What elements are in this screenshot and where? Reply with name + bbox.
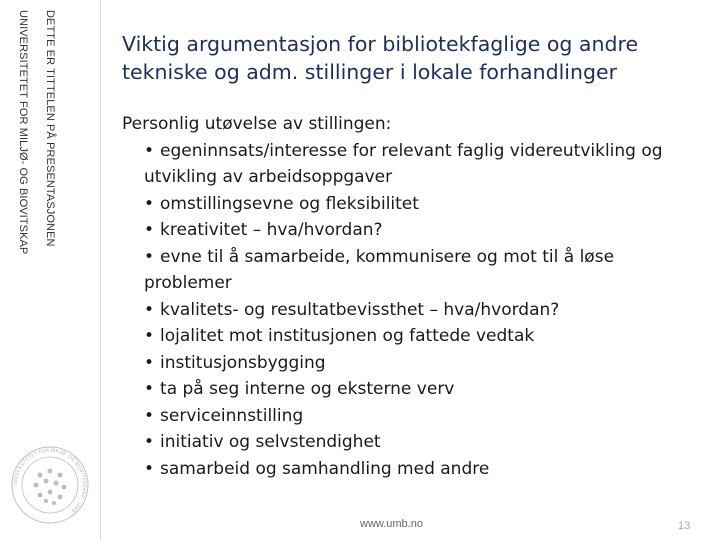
footer-url[interactable]: www.umb.no [360, 518, 423, 530]
bullet-item [144, 376, 692, 403]
bullet-item [144, 429, 692, 456]
bullet-list [122, 138, 692, 483]
bullet-text: egeninnsats/interesse for relevant faglig videreutvikling og utvikling av arbeidsoppgaver [144, 140, 663, 187]
bullet-item [144, 297, 692, 324]
bullet-marker: • [144, 246, 155, 267]
bullet-text: lojalitet mot institusjonen og fattede vedtak [160, 326, 535, 346]
bullet-item [144, 350, 692, 377]
page-number: 13 [678, 520, 691, 532]
bullet-text: samarbeid og samhandling med andre [160, 458, 490, 479]
bullet-item [144, 244, 692, 297]
section-intro: Personlig utøvelse av stillingen: [122, 114, 392, 134]
bullet-item [144, 217, 692, 244]
bullet-marker: • [144, 379, 155, 399]
presentation-title-vertical: DETTE ER TITTELEN PÅ PRESENTASJONEN [44, 10, 56, 247]
bullet-text: omstillingsevne og fleksibilitet [160, 193, 419, 214]
bullet-marker: • [144, 299, 155, 320]
bullet-text: ta på seg interne og eksterne verv [160, 379, 455, 399]
bullet-text: kvalitets- og resultatbevissthet – hva/hvordan? [160, 299, 560, 320]
bullet-item [144, 191, 692, 218]
bullet-text: institusjonsbygging [160, 352, 326, 373]
bullet-marker: • [144, 405, 155, 426]
slide-title [122, 30, 702, 86]
slide-body [122, 111, 692, 482]
bullet-marker: • [144, 458, 155, 479]
svg-text:UNIVERSITETET FOR MILJØ- OG BI: UNIVERSITETET FOR MILJØ- OG BIOVITENSKAP · UMB [12, 447, 88, 514]
umb-logo-icon [10, 445, 90, 525]
slide-header [122, 30, 702, 86]
organization-name-vertical: UNIVERSITETET FOR MILJØ- OG BIOVITSKAP [17, 10, 29, 255]
bullet-marker: • [144, 140, 155, 161]
bullet-item [144, 456, 692, 483]
bullet-text: evne til å samarbeide, kommunisere og mot til å løse problemer [144, 246, 615, 293]
bullet-text: kreativitet – hva/hvordan? [160, 220, 383, 240]
bullet-marker: • [144, 432, 155, 452]
slide-title-line-2: tekniske og adm. stillinger i lokale forhandlinger [122, 60, 618, 84]
bullet-text: serviceinnstilling [160, 405, 304, 426]
bullet-item [144, 138, 692, 191]
bullet-marker: • [144, 193, 155, 214]
bullet-item [144, 403, 692, 430]
sidebar [0, 0, 101, 540]
bullet-marker: • [144, 326, 155, 346]
bullet-marker: • [144, 220, 155, 240]
slide-title-line-1: Viktig argumentasjon for bibliotekfaglige og andre [122, 32, 639, 56]
bullet-marker: • [144, 352, 155, 373]
bullet-text: initiativ og selvstendighet [160, 432, 381, 452]
bullet-item [144, 323, 692, 350]
